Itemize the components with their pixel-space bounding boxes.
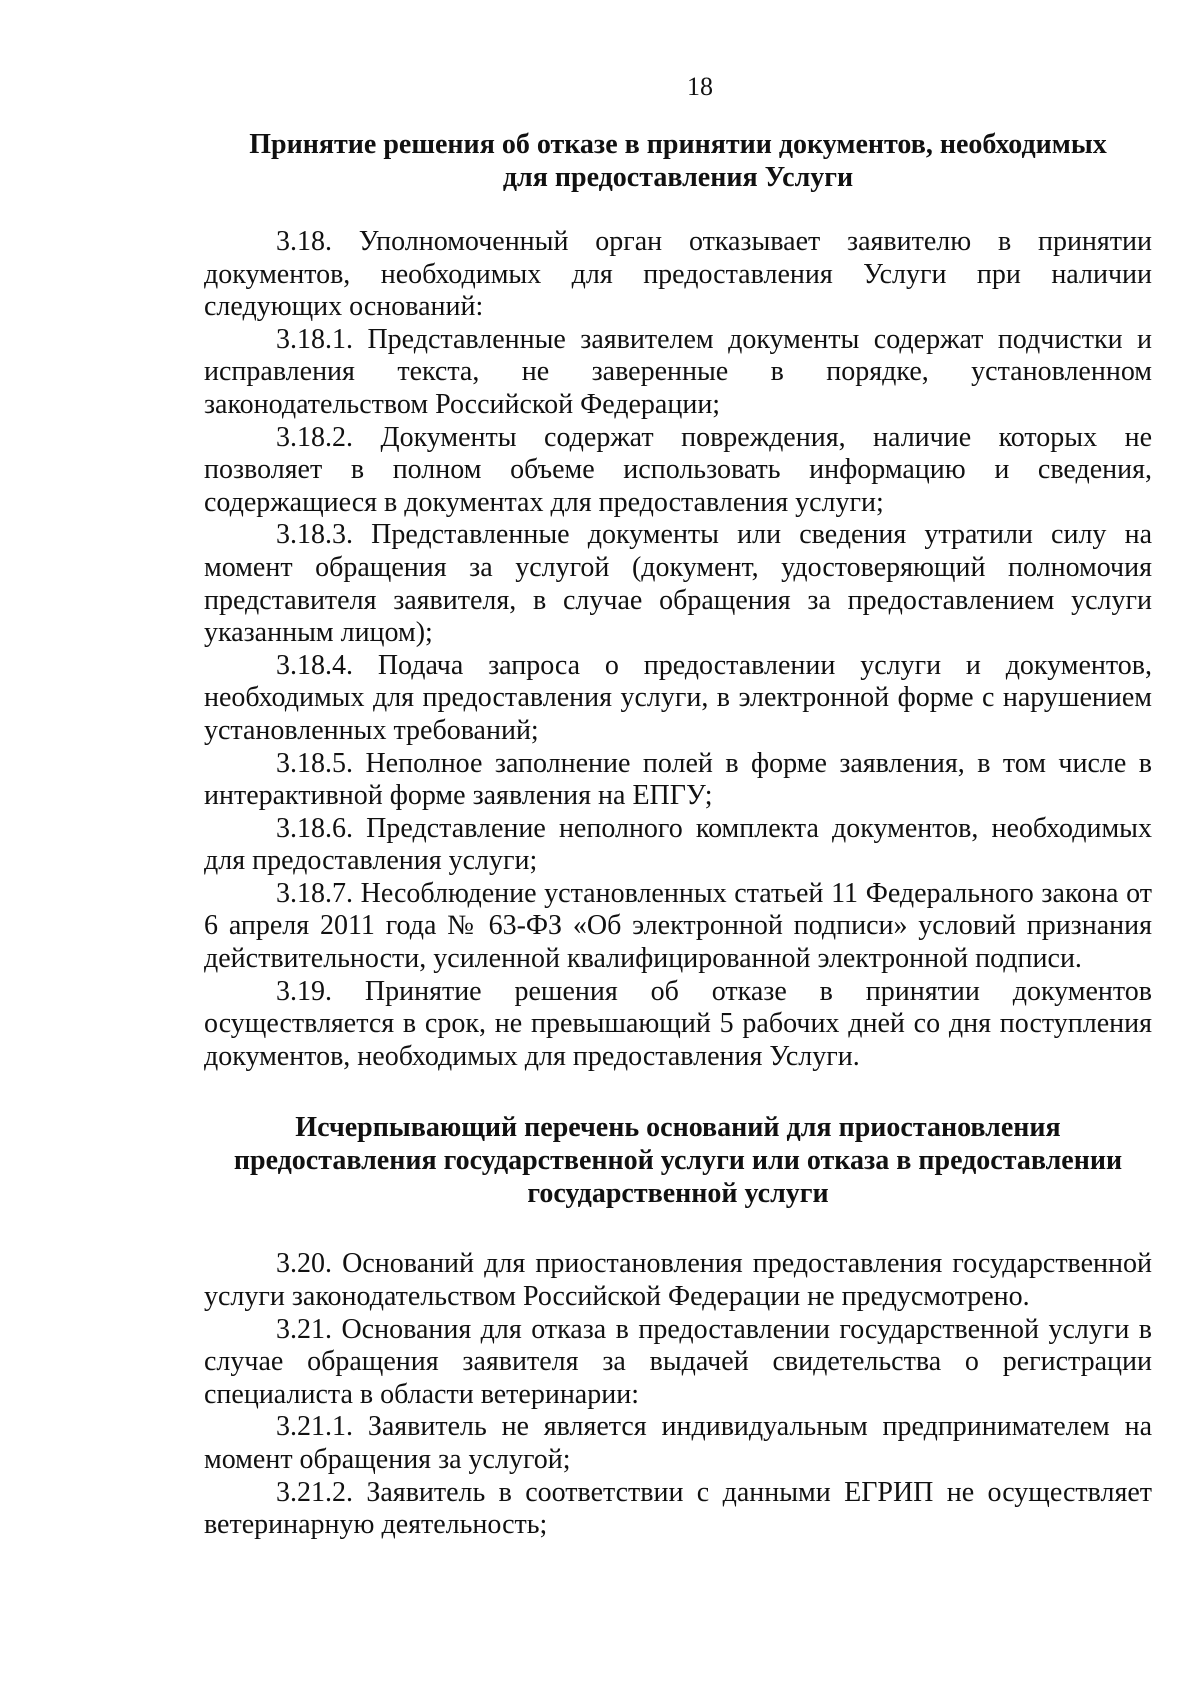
page-number: 18: [687, 72, 713, 101]
heading-line: государственной услуги: [527, 1178, 829, 1210]
paragraph-3-21-1: 3.21.1. Заявитель не является индивидуальным предпринимателем на момент обращения за услугой;: [204, 1411, 1152, 1475]
section-heading-grounds-suspension-refusal: [204, 1111, 1152, 1210]
paragraph-3-18: 3.18. Уполномоченный орган отказывает заявителю в принятии документов, необходимых для предоставления Услуги при наличии следующих оснований:: [204, 226, 1152, 323]
heading-line: Исчерпывающий перечень оснований для приостановления: [295, 1112, 1061, 1144]
paragraph-3-18-5: 3.18.5. Неполное заполнение полей в форме заявления, в том числе в интерактивной форме заявления на ЕПГУ;: [204, 747, 1152, 812]
paragraph-3-21: 3.21. Основания для отказа в предоставлении государственной услуги в случае обращения заявителя за выдачей свидетельства о регистрации специалиста в области ветеринарии:: [204, 1313, 1152, 1410]
paragraph-3-21-2: 3.21.2. Заявитель в соответствии с данными ЕГРИП не осуществляет ветеринарную деятельность;: [204, 1476, 1152, 1541]
paragraph-3-20: 3.20. Оснований для приостановления предоставления государственной услуги законодательством Российской Федерации не предусмотрено.: [204, 1248, 1152, 1313]
heading-line: предоставления государственной услуги или отказа в предоставлении: [233, 1145, 1123, 1177]
paragraph-3-18-1: 3.18.1. Представленные заявителем документы содержат подчистки и исправления текста, не заверенные в порядке, установленном законодательством Российской Федерации;: [204, 323, 1152, 420]
heading-line: для предоставления Услуги: [502, 162, 854, 193]
paragraph-3-18-3: 3.18.3. Представленные документы или сведения утратили силу на момент обращения за услугой (документ, удостоверяющий полномочия представителя заявителя, в случае обращения за предоставлением услуги указанным лицом);: [204, 519, 1152, 649]
paragraph-3-18-7: 3.18.7. Несоблюдение установленных статьей 11 Федерального закона от 6 апреля 2011 года № 63-ФЗ «Об электронной подписи» условий признания действительности, усиленной квалифицированной электронной подписи.: [204, 877, 1152, 975]
section-heading-refusal-acceptance: [204, 128, 1152, 194]
heading-line: Принятие решения об отказе в принятии документов, необходимых: [249, 129, 1107, 160]
paragraph-3-18-2: 3.18.2. Документы содержат повреждения, наличие которых не позволяет в полном объеме использовать информацию и сведения, содержащиеся в документах для предоставления услуги;: [204, 421, 1152, 518]
paragraph-3-18-4: 3.18.4. Подача запроса о предоставлении услуги и документов, необходимых для предоставления услуги, в электронной форме с нарушением установленных требований;: [204, 649, 1152, 746]
paragraph-3-18-6: 3.18.6. Представление неполного комплекта документов, необходимых для предоставления услуги;: [204, 812, 1152, 877]
page-content: [204, 128, 1152, 1542]
paragraph-3-19: 3.19. Принятие решения об отказе в принятии документов осуществляется в срок, не превышающий 5 рабочих дней со дня поступления документов, необходимых для предоставления Услуги.: [204, 975, 1152, 1072]
